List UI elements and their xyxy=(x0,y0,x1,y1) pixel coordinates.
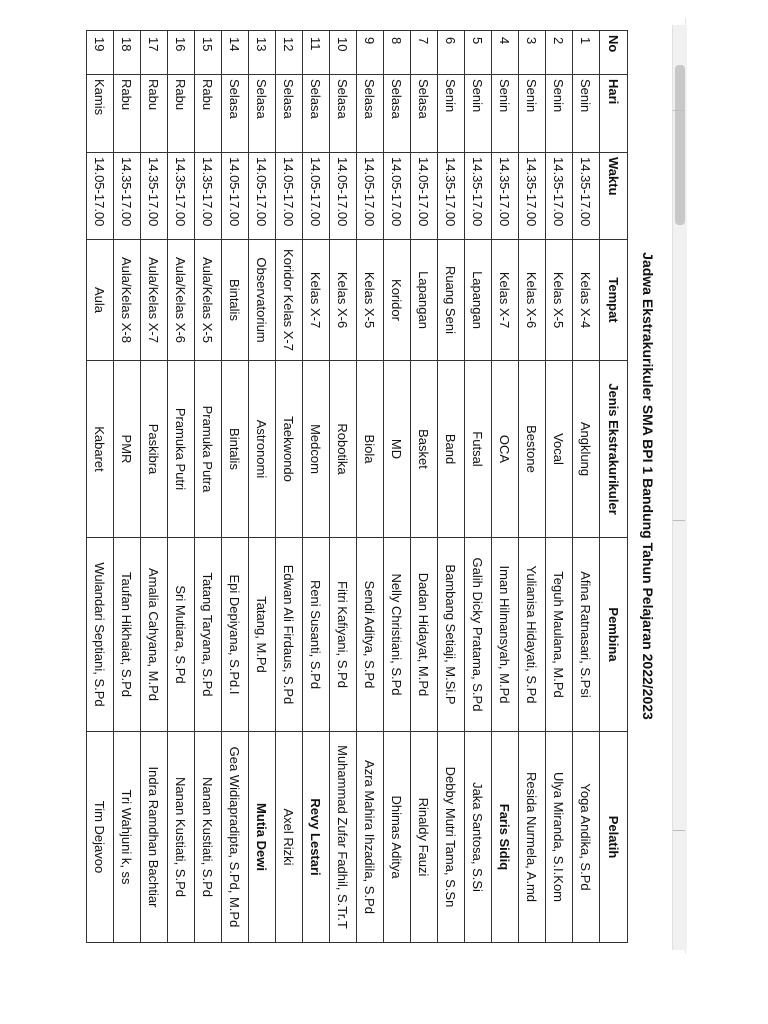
cell-tempat: Kelas X-4 xyxy=(573,240,600,361)
cell-no: 10 xyxy=(330,31,357,75)
cell-hari: Senin xyxy=(465,75,492,153)
cell-hari: Selasa xyxy=(357,75,384,153)
cell-no: 15 xyxy=(195,31,222,75)
cell-waktu: 14.35-17.00 xyxy=(546,153,573,240)
cell-tempat: Kelas X-6 xyxy=(519,240,546,361)
cell-waktu: 14.35-17.00 xyxy=(465,153,492,240)
cell-tempat: Lapangan xyxy=(465,240,492,361)
table-row xyxy=(195,31,222,943)
header-no: No xyxy=(600,31,628,75)
cell-jenis: Pramuka Putra xyxy=(195,361,222,538)
cell-pelatih: Rinaldy Fauzi xyxy=(411,732,438,943)
cell-no: 11 xyxy=(303,31,330,75)
rotated-document xyxy=(88,30,668,942)
table-row xyxy=(519,31,546,943)
cell-waktu: 14.35-17.00 xyxy=(195,153,222,240)
header-pembina: Pembina xyxy=(600,538,628,732)
cell-jenis: Bestone xyxy=(519,361,546,538)
cell-tempat: Koridor Kelas X-7 xyxy=(276,240,303,361)
cell-pelatih: Dhimas Aditya xyxy=(384,732,411,943)
cell-jenis: Astronomi xyxy=(249,361,276,538)
cell-tempat: Kelas X-7 xyxy=(303,240,330,361)
header-waktu: Waktu xyxy=(600,153,628,240)
cell-waktu: 14.05-17.00 xyxy=(222,153,249,240)
cell-hari: Senin xyxy=(546,75,573,153)
table-row xyxy=(303,31,330,943)
cell-pelatih: Nanan Kustiati, S.Pd xyxy=(195,732,222,943)
table-row xyxy=(357,31,384,943)
cell-pembina: Teguh Maulana, M.Pd xyxy=(546,538,573,732)
cell-no: 5 xyxy=(465,31,492,75)
cell-waktu: 14.35-17.00 xyxy=(519,153,546,240)
cell-no: 9 xyxy=(357,31,384,75)
cell-waktu: 14.05-17.00 xyxy=(357,153,384,240)
header-jenis: Jenis Ekstrakurikuler xyxy=(600,361,628,538)
cell-tempat: Ruang Seni xyxy=(438,240,465,361)
cell-jenis: Robotika xyxy=(330,361,357,538)
cell-tempat: Aula/Kelas X-7 xyxy=(141,240,168,361)
cell-jenis: Taekwondo xyxy=(276,361,303,538)
cell-hari: Selasa xyxy=(384,75,411,153)
cell-tempat: Lapangan xyxy=(411,240,438,361)
cell-jenis: Biola xyxy=(357,361,384,538)
cell-tempat: Observatorium xyxy=(249,240,276,361)
schedule-table xyxy=(86,30,628,943)
cell-no: 14 xyxy=(222,31,249,75)
cell-waktu: 14.05-17.00 xyxy=(249,153,276,240)
cell-hari: Selasa xyxy=(411,75,438,153)
header-hari: Hari xyxy=(600,75,628,153)
cell-pembina: Tatang Taryana, S.Pd xyxy=(195,538,222,732)
cell-tempat: Kelas X-5 xyxy=(546,240,573,361)
cell-hari: Selasa xyxy=(303,75,330,153)
cell-jenis: Pramuka Putri xyxy=(168,361,195,538)
cell-no: 13 xyxy=(249,31,276,75)
cell-pembina: Sendi Aditya, S.Pd xyxy=(357,538,384,732)
cell-hari: Selasa xyxy=(276,75,303,153)
cell-no: 12 xyxy=(276,31,303,75)
cell-waktu: 14.35-17.00 xyxy=(168,153,195,240)
table-row xyxy=(222,31,249,943)
cell-no: 6 xyxy=(438,31,465,75)
header-pelatih: Pelatih xyxy=(600,732,628,943)
cell-pembina: Fitri Kafiyani, S.Pd xyxy=(330,538,357,732)
table-row xyxy=(546,31,573,943)
cell-no: 7 xyxy=(411,31,438,75)
cell-pembina: Epi Depiyana, S.Pd.I xyxy=(222,538,249,732)
cell-pelatih: Mutia Dewi xyxy=(249,732,276,943)
cell-waktu: 14.05-17.00 xyxy=(411,153,438,240)
cell-tempat: Aula/Kelas X-8 xyxy=(114,240,141,361)
cell-pembina: Bambang Setiaji, M.Si.P xyxy=(438,538,465,732)
cell-waktu: 14.05-17.00 xyxy=(384,153,411,240)
ruler-tick xyxy=(673,830,685,831)
cell-jenis: Basket xyxy=(411,361,438,538)
cell-pembina: Nelly Christiani, S.Pd xyxy=(384,538,411,732)
cell-pembina: Amalia Cahyana, M.Pd xyxy=(141,538,168,732)
cell-pembina: Dadan Hidayat, M.Pd xyxy=(411,538,438,732)
cell-jenis: OCA xyxy=(492,361,519,538)
cell-no: 3 xyxy=(519,31,546,75)
cell-no: 18 xyxy=(114,31,141,75)
cell-pembina: Afina Ratnasari, S.Psi xyxy=(573,538,600,732)
ruler-tick xyxy=(673,520,685,521)
cell-pelatih: Ulya Miranda, S.I.Kom xyxy=(546,732,573,943)
cell-pembina: Edwan Ali Firdaus, S.Pd xyxy=(276,538,303,732)
cell-hari: Rabu xyxy=(141,75,168,153)
table-row xyxy=(168,31,195,943)
table-row xyxy=(114,31,141,943)
cell-pelatih: Nanan Kustiati, S.Pd xyxy=(168,732,195,943)
cell-waktu: 14.05-17.00 xyxy=(276,153,303,240)
cell-pelatih: Debby Mutri Tama, S.Sn xyxy=(438,732,465,943)
cell-jenis: Medcom xyxy=(303,361,330,538)
cell-hari: Rabu xyxy=(195,75,222,153)
table-row xyxy=(87,31,114,943)
cell-hari: Senin xyxy=(519,75,546,153)
cell-pelatih: Azra Mahira Ihzadila, S.Pd xyxy=(357,732,384,943)
cell-waktu: 14.35-17.00 xyxy=(141,153,168,240)
cell-pelatih: Indra Ramdhan Bachtiar xyxy=(141,732,168,943)
cell-no: 17 xyxy=(141,31,168,75)
cell-hari: Senin xyxy=(438,75,465,153)
cell-no: 1 xyxy=(573,31,600,75)
cell-pelatih: Jaka Santosa, S.Si xyxy=(465,732,492,943)
cell-pelatih: Tim Dejavoo xyxy=(87,732,114,943)
cell-hari: Selasa xyxy=(249,75,276,153)
cell-pelatih: Muhammad Zufar Fadhil, S.Tr.T xyxy=(330,732,357,943)
cell-waktu: 14.05-17.00 xyxy=(87,153,114,240)
cell-hari: Senin xyxy=(573,75,600,153)
cell-no: 2 xyxy=(546,31,573,75)
ruler-tick xyxy=(673,110,685,111)
cell-jenis: Kabaret xyxy=(87,361,114,538)
cell-hari: Rabu xyxy=(168,75,195,153)
cell-hari: Selasa xyxy=(330,75,357,153)
cell-jenis: Bintalis xyxy=(222,361,249,538)
cell-waktu: 14.35-17.00 xyxy=(438,153,465,240)
cell-no: 16 xyxy=(168,31,195,75)
cell-waktu: 14.35-17.00 xyxy=(114,153,141,240)
cell-no: 4 xyxy=(492,31,519,75)
cell-no: 8 xyxy=(384,31,411,75)
vertical-scrollbar[interactable] xyxy=(672,25,687,950)
cell-tempat: Aula/Kelas X-5 xyxy=(195,240,222,361)
cell-tempat: Aula/Kelas X-6 xyxy=(168,240,195,361)
cell-jenis: Band xyxy=(438,361,465,538)
cell-pembina: Wulandari Septiani, S.Pd xyxy=(87,538,114,732)
cell-waktu: 14.35-17.00 xyxy=(492,153,519,240)
table-row xyxy=(573,31,600,943)
cell-tempat: Kelas X-6 xyxy=(330,240,357,361)
cell-jenis: MD xyxy=(384,361,411,538)
table-row xyxy=(330,31,357,943)
cell-hari: Senin xyxy=(492,75,519,153)
cell-hari: Rabu xyxy=(114,75,141,153)
scrollbar-thumb[interactable] xyxy=(675,65,685,225)
table-row xyxy=(411,31,438,943)
cell-pembina: Iman Hilmansyah, M.Pd xyxy=(492,538,519,732)
cell-pelatih: Revy Lestari xyxy=(303,732,330,943)
cell-jenis: Paskibra xyxy=(141,361,168,538)
cell-pelatih: Faris Sidiq xyxy=(492,732,519,943)
cell-pelatih: Resida Nurmela, A.md xyxy=(519,732,546,943)
cell-tempat: Bintalis xyxy=(222,240,249,361)
document-title: Jadwa Ekstrakurikuler SMA BPI 1 Bandung Tahun Pelajaran 2022/2023 xyxy=(640,252,656,720)
cell-jenis: Angklung xyxy=(573,361,600,538)
cell-jenis: Futsal xyxy=(465,361,492,538)
cell-pembina: Taufan Hikhaiat, S.Pd xyxy=(114,538,141,732)
cell-pembina: Yulianisa Hidayati, S.Pd xyxy=(519,538,546,732)
cell-pelatih: Axel Rizki xyxy=(276,732,303,943)
table-row xyxy=(276,31,303,943)
cell-pembina: Galih Dicky Pratama, S.Pd xyxy=(465,538,492,732)
header-tempat: Tempat xyxy=(600,240,628,361)
cell-tempat: Koridor xyxy=(384,240,411,361)
cell-waktu: 14.05-17.00 xyxy=(330,153,357,240)
cell-tempat: Aula xyxy=(87,240,114,361)
cell-tempat: Kelas X-7 xyxy=(492,240,519,361)
table-header-row xyxy=(600,31,628,943)
table-row xyxy=(249,31,276,943)
cell-pelatih: Tri Wahjuni k, ss xyxy=(114,732,141,943)
table-row xyxy=(492,31,519,943)
table-row xyxy=(141,31,168,943)
cell-waktu: 14.35-17.00 xyxy=(573,153,600,240)
cell-pembina: Sri Mutiara, S.Pd xyxy=(168,538,195,732)
cell-pembina: Reni Susanti, S.Pd xyxy=(303,538,330,732)
cell-jenis: PMR xyxy=(114,361,141,538)
table-row xyxy=(438,31,465,943)
cell-tempat: Kelas X-5 xyxy=(357,240,384,361)
cell-no: 19 xyxy=(87,31,114,75)
cell-pelatih: Gea Widiapradipta, S.Pd, M.Pd xyxy=(222,732,249,943)
cell-jenis: Vocal xyxy=(546,361,573,538)
cell-hari: Selasa xyxy=(222,75,249,153)
cell-waktu: 14.05-17.00 xyxy=(303,153,330,240)
cell-pembina: Tatang, M.Pd xyxy=(249,538,276,732)
cell-hari: Kamis xyxy=(87,75,114,153)
cell-pelatih: Yoga Andika, S.Pd xyxy=(573,732,600,943)
table-row xyxy=(384,31,411,943)
table-row xyxy=(465,31,492,943)
